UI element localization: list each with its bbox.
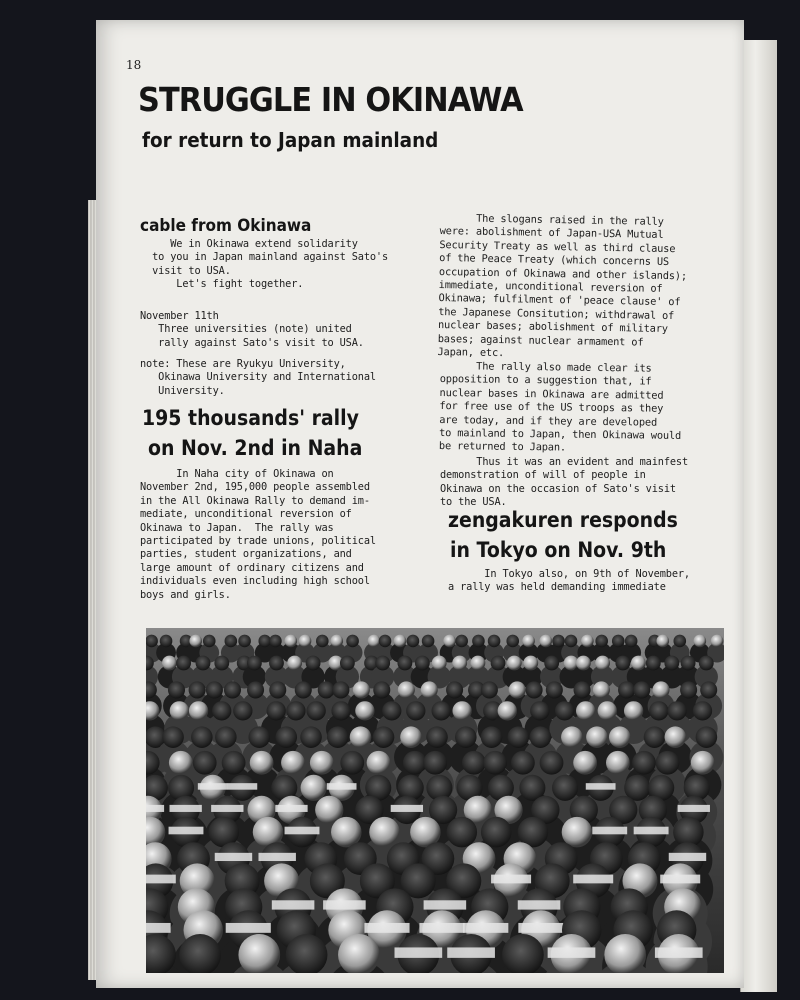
zengakuren-heading-line1: zengakuren responds — [448, 508, 678, 532]
page-title: STRUGGLE IN OKINAWA — [138, 80, 523, 119]
tokyo-paragraph: In Tokyo also, on 9th of November, a rally was held demanding immediate — [448, 568, 690, 594]
book-spine — [740, 40, 777, 992]
zengakuren-heading-line2: in Tokyo on Nov. 9th — [450, 538, 667, 562]
cable-paragraph: We in Okinawa extend solidarity to you in Japan mainland against Sato's visit to USA. Let's fight together. — [152, 238, 389, 291]
page-number: 18 — [126, 58, 142, 72]
demonstration-paragraph: Thus it was an evident and mainfest demonstration of will of people in Okinawa on the occasion of Sato's visit to the USA. — [440, 456, 689, 509]
opposition-paragraph: The rally also made clear its opposition to a suggestion that, if nuclear bases in Okinawa are admitted for free use of the US troops as they are today, and if they are developed to mainland to Japan, then Okinawa would be returned to Japan. — [438, 360, 682, 454]
note-paragraph: note: These are Ryukyu University, Okinawa University and International University. — [140, 358, 376, 397]
rally-heading-line2: on Nov. 2nd in Naha — [148, 436, 363, 460]
page-subtitle: for return to Japan mainland — [142, 128, 439, 152]
rally-heading-line1: 195 thousands' rally — [142, 406, 359, 430]
rally-paragraph: In Naha city of Okinawa on November 2nd, 195,000 people assembled in the All Okinawa Rally to demand im- mediate, unconditional reversion of Okinawa to Japan. The rally was participated by trade unions, political parties, student organizations, and large amount of ordinary citizens and individuals even including high school boys and girls. — [140, 468, 376, 601]
magazine-page — [96, 20, 744, 988]
slogans-paragraph: The slogans raised in the rally were: abolishment of Japan-USA Mutual Security Treaty as well as third clause of the Peace Treaty (which concerns US occupation of Okinawa and other islands); immediate, unconditional reversion of Okinawa; fulfilment of 'peace clause' of the Japanese Consitution; withdrawal of nuclear bases; abolishment of military bases; against nuclear armament of Japan, etc. — [437, 212, 688, 360]
crowd-photo — [146, 628, 724, 973]
date-paragraph: November 11th Three universities (note) united rally against Sato's visit to USA. — [140, 310, 364, 349]
cable-heading: cable from Okinawa — [140, 216, 312, 236]
